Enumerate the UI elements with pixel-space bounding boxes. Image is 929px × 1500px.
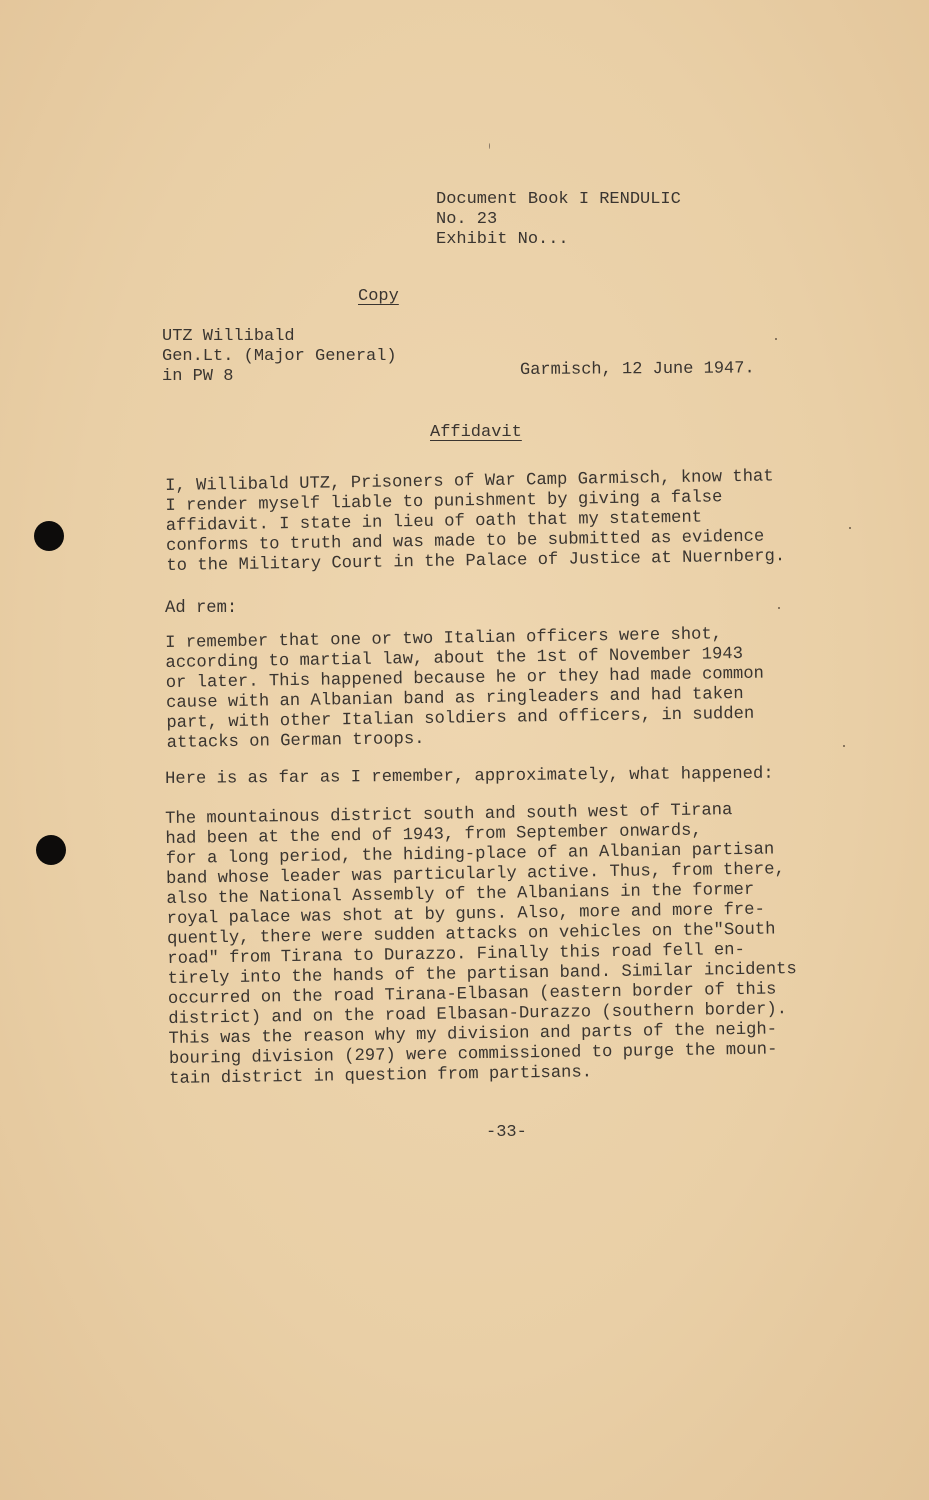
author-block bbox=[162, 327, 397, 387]
document-header bbox=[436, 190, 681, 250]
punch-hole-top bbox=[34, 521, 64, 551]
document-title: Affidavit bbox=[430, 423, 522, 442]
author-location: in PW 8 bbox=[162, 367, 234, 386]
remember-paragraph: I remember that one or two Italian officers were shot, according to martial law, about the 1st of November 1943 or later. This happened because he or they had made common cause with an Albanian band as ringleaders and had taken part, with other Italian soldiers and officers, in sudden attacks on German troops. bbox=[165, 625, 765, 753]
document-number-line: No. 23 bbox=[436, 210, 498, 229]
paper-speck bbox=[775, 338, 777, 340]
mountainous-paragraph: The mountainous district south and south west of Tirana had been at the end of 1943, from September onwards, for a long period, the hiding-place of an Albanian partisan band whose leader was particularly active. Thus, from there, also the National Assembly of the Albanians in the former royal palace was shot at by guns. Also, more and more fre- quently, there were sudden attacks on vehicles on the"South road" from Tirana to Durazzo. Finally this road fell en- tirely into the hands of the partisan band. Similar incidents occurred on the road Tirana-Elbasan (eastern border of this district) and on the road Elbasan-Durazzo (southern border). This was the reason why my division and parts of the neigh- bouring division (297) were commissioned to purge the moun- tain district in question from partisans. bbox=[165, 801, 797, 1089]
punch-hole-bottom bbox=[36, 835, 66, 865]
paper-speck bbox=[843, 745, 845, 747]
intro-paragraph: I, Willibald UTZ, Prisoners of War Camp Garmisch, know that I render myself liable to punishment by giving a false affidavit. I state in lieu of oath that my statement conforms to truth and was made to be submitted as evidence to the Military Court in the Palace of Justice at Nuernberg. bbox=[165, 467, 786, 576]
paper-speck bbox=[778, 607, 780, 609]
paper-speck bbox=[849, 527, 851, 529]
author-rank: Gen.Lt. (Major General) bbox=[162, 347, 397, 366]
place-date: Garmisch, 12 June 1947. bbox=[519, 359, 755, 380]
page-number: -33- bbox=[486, 1123, 527, 1142]
author-name: UTZ Willibald bbox=[162, 327, 295, 346]
here-paragraph: Here is as far as I remember, approximately, what happened: bbox=[165, 764, 774, 789]
exhibit-line: Exhibit No... bbox=[436, 230, 569, 249]
paper-mark bbox=[489, 143, 490, 149]
copy-label: Copy bbox=[358, 287, 399, 306]
ad-rem-line: Ad rem: bbox=[165, 599, 238, 618]
document-book-line: Document Book I RENDULIC bbox=[436, 190, 681, 209]
